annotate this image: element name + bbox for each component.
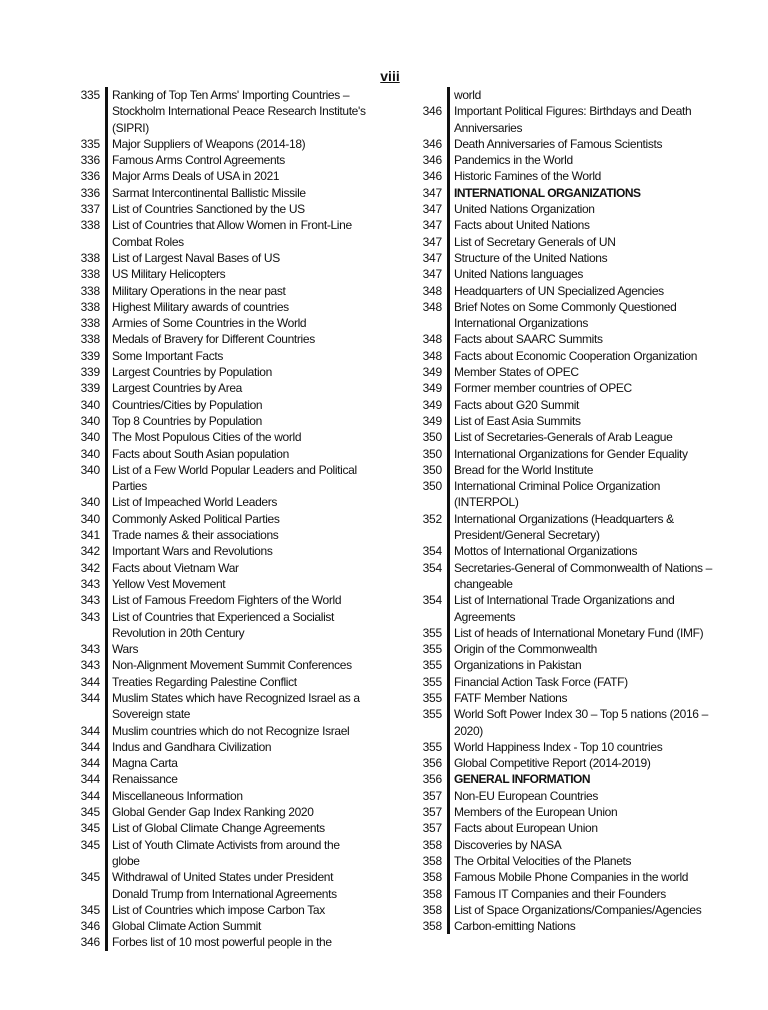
- toc-page-number: 347: [422, 250, 442, 265]
- toc-entry: [412, 429, 722, 445]
- toc-page-number: 347: [422, 234, 442, 249]
- toc-entry-title: Magna Carta: [105, 755, 370, 771]
- toc-entry: [70, 185, 370, 201]
- toc-page-number: 350: [422, 462, 442, 477]
- toc-entry: [412, 641, 722, 657]
- toc-page-number: 344: [80, 723, 100, 738]
- toc-page-number: 358: [422, 837, 442, 852]
- toc-page-number: 339: [80, 365, 100, 380]
- toc-entry: [70, 462, 370, 495]
- toc-entry: [412, 217, 722, 233]
- toc-page-number: 356: [422, 756, 442, 771]
- toc-entry-title: Headquarters of UN Specialized Agencies: [447, 283, 722, 299]
- toc-entry: [412, 543, 722, 559]
- toc-entry-title: United Nations languages: [447, 266, 722, 282]
- toc-entry: [70, 902, 370, 918]
- toc-page-number: 348: [422, 332, 442, 347]
- toc-page-number: 344: [80, 788, 100, 803]
- toc-page-number: 346: [422, 104, 442, 119]
- toc-entry: [70, 217, 370, 250]
- toc-entry-title: The Orbital Velocities of the Planets: [447, 853, 722, 869]
- toc-entry-title: List of Secretaries-Generals of Arab League: [447, 429, 722, 445]
- toc-page-number: 358: [422, 886, 442, 901]
- toc-page-number: 340: [80, 446, 100, 461]
- toc-page-number: 344: [80, 772, 100, 787]
- toc-entry: [70, 380, 370, 396]
- toc-page-number: 358: [422, 853, 442, 868]
- toc-entry-title: Ranking of Top Ten Arms' Importing Countries – Stockholm International Peace Research Institute's (SIPRI): [105, 87, 370, 136]
- toc-entry: [70, 136, 370, 152]
- toc-entry: [70, 918, 370, 934]
- toc-entry: [70, 657, 370, 673]
- toc-entry-title: Carbon-emitting Nations: [447, 918, 722, 934]
- toc-entry-title: world: [447, 87, 722, 103]
- toc-entry: [70, 494, 370, 510]
- toc-entry-title: Some Important Facts: [105, 348, 370, 364]
- toc-entry: [70, 592, 370, 608]
- toc-entry: [412, 397, 722, 413]
- toc-entry: [412, 283, 722, 299]
- toc-entry-title: List of Famous Freedom Fighters of the World: [105, 592, 370, 608]
- toc-entry: [70, 788, 370, 804]
- toc-entry-title: Sarmat Intercontinental Ballistic Missile: [105, 185, 370, 201]
- toc-entry-title: Non-EU European Countries: [447, 788, 722, 804]
- toc-entry: [70, 690, 370, 723]
- toc-entry: [412, 152, 722, 168]
- toc-page-number: 336: [80, 169, 100, 184]
- toc-page-number: 337: [80, 202, 100, 217]
- toc-page-number: 340: [80, 397, 100, 412]
- toc-page-number: 340: [80, 511, 100, 526]
- toc-entry: [412, 674, 722, 690]
- toc-entry-title: Top 8 Countries by Population: [105, 413, 370, 429]
- toc-page-number: 349: [422, 381, 442, 396]
- toc-entry-title: Wars: [105, 641, 370, 657]
- toc-entry: [412, 234, 722, 250]
- toc-entry-title: Financial Action Task Force (FATF): [447, 674, 722, 690]
- toc-page-number: 338: [80, 316, 100, 331]
- toc-entry: [412, 201, 722, 217]
- toc-page-number: 346: [422, 153, 442, 168]
- toc-entry-title: Muslim countries which do not Recognize Israel: [105, 723, 370, 739]
- toc-page-number: 343: [80, 642, 100, 657]
- toc-page-number: 350: [422, 446, 442, 461]
- toc-entry-title: Discoveries by NASA: [447, 837, 722, 853]
- toc-entry-title: List of a Few World Popular Leaders and Political Parties: [105, 462, 370, 495]
- toc-entry: [70, 820, 370, 836]
- toc-page-number: 355: [422, 690, 442, 705]
- toc-page-number: 357: [422, 821, 442, 836]
- toc-entry: [412, 560, 722, 593]
- toc-page-number: 343: [80, 593, 100, 608]
- toc-entry-title: Major Arms Deals of USA in 2021: [105, 168, 370, 184]
- toc-entry-title: Brief Notes on Some Commonly Questioned International Organizations: [447, 299, 722, 332]
- toc-page-number: 355: [422, 642, 442, 657]
- toc-page-number: 345: [80, 837, 100, 852]
- toc-entry-title: Yellow Vest Movement: [105, 576, 370, 592]
- toc-entry: [70, 771, 370, 787]
- toc-entry-title: List of Impeached World Leaders: [105, 494, 370, 510]
- toc-entry: [412, 690, 722, 706]
- toc-page-number: 338: [80, 267, 100, 282]
- toc-entry-title: Global Competitive Report (2014-2019): [447, 755, 722, 771]
- toc-entry-title: Largest Countries by Population: [105, 364, 370, 380]
- toc-page-number: 345: [80, 870, 100, 885]
- toc-entry-title: International Organizations (Headquarters & President/General Secretary): [447, 511, 722, 544]
- toc-page-number: 358: [422, 919, 442, 934]
- toc-entry: [70, 201, 370, 217]
- toc-entry-title: Renaissance: [105, 771, 370, 787]
- toc-entry: [412, 103, 722, 136]
- toc-entry: [412, 446, 722, 462]
- toc-entry-title: List of International Trade Organizations and Agreements: [447, 592, 722, 625]
- toc-entry-title: List of Countries which impose Carbon Tax: [105, 902, 370, 918]
- toc-entry: [412, 462, 722, 478]
- toc-entry: [70, 755, 370, 771]
- toc-page-number: 348: [422, 348, 442, 363]
- toc-entry: [412, 87, 722, 103]
- toc-entry: [70, 266, 370, 282]
- toc-entry-title: Medals of Bravery for Different Countries: [105, 331, 370, 347]
- toc-entry-title: World Happiness Index - Top 10 countries: [447, 739, 722, 755]
- toc-entry: [412, 755, 722, 771]
- toc-entry-title: United Nations Organization: [447, 201, 722, 217]
- toc-page-number: 340: [80, 430, 100, 445]
- toc-entry-title: Famous Mobile Phone Companies in the world: [447, 869, 722, 885]
- toc-page-number: 336: [80, 153, 100, 168]
- toc-entry: [412, 380, 722, 396]
- toc-entry-title: List of East Asia Summits: [447, 413, 722, 429]
- toc-page-number: 347: [422, 185, 442, 200]
- toc-page-number: 338: [80, 250, 100, 265]
- toc-page-number: 345: [80, 821, 100, 836]
- toc-entry-title: Secretaries-General of Commonwealth of Nations – changeable: [447, 560, 722, 593]
- toc-entry: [412, 266, 722, 282]
- toc-entry-title: Facts about Vietnam War: [105, 560, 370, 576]
- toc-entry-title: List of Countries Sanctioned by the US: [105, 201, 370, 217]
- toc-page-number: 344: [80, 690, 100, 705]
- toc-entry: [70, 804, 370, 820]
- toc-entry: [412, 250, 722, 266]
- toc-entry: [412, 657, 722, 673]
- toc-entry: [70, 837, 370, 870]
- toc-entry-title: Origin of the Commonwealth: [447, 641, 722, 657]
- toc-entry: [412, 706, 722, 739]
- toc-entry-title: Facts about South Asian population: [105, 446, 370, 462]
- toc-entry-title: FATF Member Nations: [447, 690, 722, 706]
- toc-entry-title: Organizations in Pakistan: [447, 657, 722, 673]
- toc-entry-title: Withdrawal of United States under President Donald Trump from International Agreements: [105, 869, 370, 902]
- toc-page-number: 343: [80, 609, 100, 624]
- toc-page-number: 354: [422, 593, 442, 608]
- toc-section-heading: INTERNATIONAL ORGANIZATIONS: [447, 185, 722, 201]
- toc-page-number: 335: [80, 136, 100, 151]
- toc-page-number: 346: [80, 919, 100, 934]
- toc-page-number: 344: [80, 674, 100, 689]
- toc-entry: [70, 331, 370, 347]
- toc-entry-title: Miscellaneous Information: [105, 788, 370, 804]
- toc-entry-title: Member States of OPEC: [447, 364, 722, 380]
- toc-entry-title: Global Climate Action Summit: [105, 918, 370, 934]
- toc-entry: [70, 869, 370, 902]
- toc-page-number: 340: [80, 462, 100, 477]
- toc-entry-title: Trade names & their associations: [105, 527, 370, 543]
- toc-entry-title: Armies of Some Countries in the World: [105, 315, 370, 331]
- toc-entry: [70, 299, 370, 315]
- toc-entry-title: Pandemics in the World: [447, 152, 722, 168]
- toc-entry-title: Bread for the World Institute: [447, 462, 722, 478]
- toc-entry: [412, 837, 722, 853]
- toc-entry-title: Former member countries of OPEC: [447, 380, 722, 396]
- toc-entry: [70, 413, 370, 429]
- toc-entry-title: Facts about SAARC Summits: [447, 331, 722, 347]
- toc-entry: [70, 723, 370, 739]
- toc-entry-title: List of Youth Climate Activists from around the globe: [105, 837, 370, 870]
- toc-right-column: [412, 87, 722, 934]
- toc-entry: [412, 902, 722, 918]
- toc-entry-title: World Soft Power Index 30 – Top 5 nations (2016 – 2020): [447, 706, 722, 739]
- toc-page-number: 343: [80, 658, 100, 673]
- toc-page-number: 345: [80, 902, 100, 917]
- toc-entry-title: Famous IT Companies and their Founders: [447, 886, 722, 902]
- toc-section-heading: GENERAL INFORMATION: [447, 771, 722, 787]
- toc-entry-title: Important Political Figures: Birthdays and Death Anniversaries: [447, 103, 722, 136]
- toc-entry: [70, 364, 370, 380]
- toc-page-number: 355: [422, 658, 442, 673]
- toc-page-number: 336: [80, 185, 100, 200]
- toc-entry: [412, 185, 722, 201]
- toc-entry-title: Famous Arms Control Agreements: [105, 152, 370, 168]
- page-number: viii: [380, 68, 400, 84]
- toc-entry: [412, 299, 722, 332]
- toc-entry-title: Important Wars and Revolutions: [105, 543, 370, 559]
- toc-page-number: 340: [80, 413, 100, 428]
- toc-entry-title: Muslim States which have Recognized Israel as a Sovereign state: [105, 690, 370, 723]
- toc-page-number: 346: [422, 169, 442, 184]
- toc-entry-title: International Criminal Police Organization (INTERPOL): [447, 478, 722, 511]
- toc-entry-title: List of Countries that Experienced a Socialist Revolution in 20th Century: [105, 609, 370, 642]
- toc-entry-title: Death Anniversaries of Famous Scientists: [447, 136, 722, 152]
- toc-entry: [70, 250, 370, 266]
- toc-entry: [70, 348, 370, 364]
- toc-page-number: 347: [422, 218, 442, 233]
- toc-page-number: 349: [422, 365, 442, 380]
- toc-entry: [412, 918, 722, 934]
- toc-entry: [70, 674, 370, 690]
- toc-entry-title: Mottos of International Organizations: [447, 543, 722, 559]
- toc-entry-title: Members of the European Union: [447, 804, 722, 820]
- toc-entry-title: Global Gender Gap Index Ranking 2020: [105, 804, 370, 820]
- toc-entry-title: List of Countries that Allow Women in Front-Line Combat Roles: [105, 217, 370, 250]
- toc-entry: [70, 576, 370, 592]
- toc-entry: [412, 739, 722, 755]
- toc-page-number: 358: [422, 870, 442, 885]
- toc-page-number: 346: [422, 136, 442, 151]
- toc-left-column: [70, 87, 370, 951]
- toc-page-number: 355: [422, 707, 442, 722]
- toc-entry: [412, 820, 722, 836]
- toc-entry-title: Highest Military awards of countries: [105, 299, 370, 315]
- toc-page-number: 347: [422, 202, 442, 217]
- toc-page-number: 342: [80, 544, 100, 559]
- toc-page-number: 350: [422, 479, 442, 494]
- toc-page-number: 355: [422, 625, 442, 640]
- toc-entry: [412, 168, 722, 184]
- toc-entry-title: List of heads of International Monetary Fund (IMF): [447, 625, 722, 641]
- toc-entry-title: Facts about Economic Cooperation Organization: [447, 348, 722, 364]
- toc-entry-title: Major Suppliers of Weapons (2014-18): [105, 136, 370, 152]
- toc-entry: [70, 152, 370, 168]
- toc-entry-title: Historic Famines of the World: [447, 168, 722, 184]
- toc-entry-title: List of Global Climate Change Agreements: [105, 820, 370, 836]
- toc-entry: [412, 592, 722, 625]
- toc-page-number: 348: [422, 283, 442, 298]
- toc-page-number: 335: [80, 88, 100, 102]
- toc-page-number: 342: [80, 560, 100, 575]
- toc-entry-title: Structure of the United Nations: [447, 250, 722, 266]
- toc-entry-title: Countries/Cities by Population: [105, 397, 370, 413]
- toc-entry: [412, 804, 722, 820]
- toc-page-number: 346: [80, 935, 100, 950]
- toc-entry: [70, 560, 370, 576]
- toc-entry-title: Facts about European Union: [447, 820, 722, 836]
- toc-page-number: 352: [422, 511, 442, 526]
- toc-page-number: 356: [422, 772, 442, 787]
- toc-entry: [412, 136, 722, 152]
- toc-page-number: 358: [422, 902, 442, 917]
- toc-page-number: 344: [80, 756, 100, 771]
- toc-entry-title: List of Space Organizations/Companies/Agencies: [447, 902, 722, 918]
- toc-page-number: 354: [422, 544, 442, 559]
- toc-page-number: 338: [80, 299, 100, 314]
- toc-page-number: 339: [80, 381, 100, 396]
- toc-entry: [412, 771, 722, 787]
- toc-entry-title: Largest Countries by Area: [105, 380, 370, 396]
- toc-entry-title: US Military Helicopters: [105, 266, 370, 282]
- toc-page-number: 350: [422, 430, 442, 445]
- toc-entry: [412, 511, 722, 544]
- toc-entry: [70, 315, 370, 331]
- toc-entry-title: Commonly Asked Political Parties: [105, 511, 370, 527]
- toc-entry: [412, 788, 722, 804]
- toc-entry-title: Indus and Gandhara Civilization: [105, 739, 370, 755]
- toc-entry: [70, 739, 370, 755]
- toc-entry-title: List of Secretary Generals of UN: [447, 234, 722, 250]
- toc-entry: [412, 348, 722, 364]
- toc-page-number: 347: [422, 267, 442, 282]
- toc-page-number: 343: [80, 576, 100, 591]
- toc-page-number: 339: [80, 348, 100, 363]
- toc-entry: [412, 364, 722, 380]
- toc-entry: [412, 886, 722, 902]
- toc-entry: [412, 869, 722, 885]
- toc-entry-title: Forbes list of 10 most powerful people in the: [105, 934, 370, 950]
- toc-page-number: 338: [80, 332, 100, 347]
- toc-entry: [70, 543, 370, 559]
- toc-page-number: 341: [80, 528, 100, 543]
- toc-entry-title: Military Operations in the near past: [105, 283, 370, 299]
- toc-entry: [70, 87, 370, 136]
- toc-entry: [412, 331, 722, 347]
- toc-entry-title: Facts about G20 Summit: [447, 397, 722, 413]
- toc-page-number: 338: [80, 283, 100, 298]
- toc-page-number: 357: [422, 788, 442, 803]
- toc-entry: [70, 934, 370, 950]
- toc-entry: [70, 429, 370, 445]
- toc-page-number: 348: [422, 299, 442, 314]
- toc-page-number: 354: [422, 560, 442, 575]
- toc-entry: [70, 641, 370, 657]
- toc-entry: [70, 397, 370, 413]
- toc-page-number: 355: [422, 739, 442, 754]
- toc-entry: [412, 478, 722, 511]
- toc-page-number: 338: [80, 218, 100, 233]
- toc-page-number: 357: [422, 805, 442, 820]
- toc-entry: [412, 413, 722, 429]
- toc-entry-title: The Most Populous Cities of the world: [105, 429, 370, 445]
- toc-page-number: 349: [422, 413, 442, 428]
- toc-page-number: 340: [80, 495, 100, 510]
- toc-page-number: 344: [80, 739, 100, 754]
- toc-entry: [70, 283, 370, 299]
- toc-entry: [412, 625, 722, 641]
- toc-page-number: 349: [422, 397, 442, 412]
- toc-entry: [70, 511, 370, 527]
- toc-page-number: 345: [80, 805, 100, 820]
- toc-entry-title: Facts about United Nations: [447, 217, 722, 233]
- toc-entry: [412, 853, 722, 869]
- toc-entry: [70, 527, 370, 543]
- toc-entry: [70, 609, 370, 642]
- toc-entry-title: Treaties Regarding Palestine Conflict: [105, 674, 370, 690]
- toc-entry-title: List of Largest Naval Bases of US: [105, 250, 370, 266]
- toc-entry-title: Non-Alignment Movement Summit Conferences: [105, 657, 370, 673]
- toc-entry: [70, 168, 370, 184]
- toc-entry: [70, 446, 370, 462]
- toc-entry-title: International Organizations for Gender Equality: [447, 446, 722, 462]
- toc-page-number: 355: [422, 674, 442, 689]
